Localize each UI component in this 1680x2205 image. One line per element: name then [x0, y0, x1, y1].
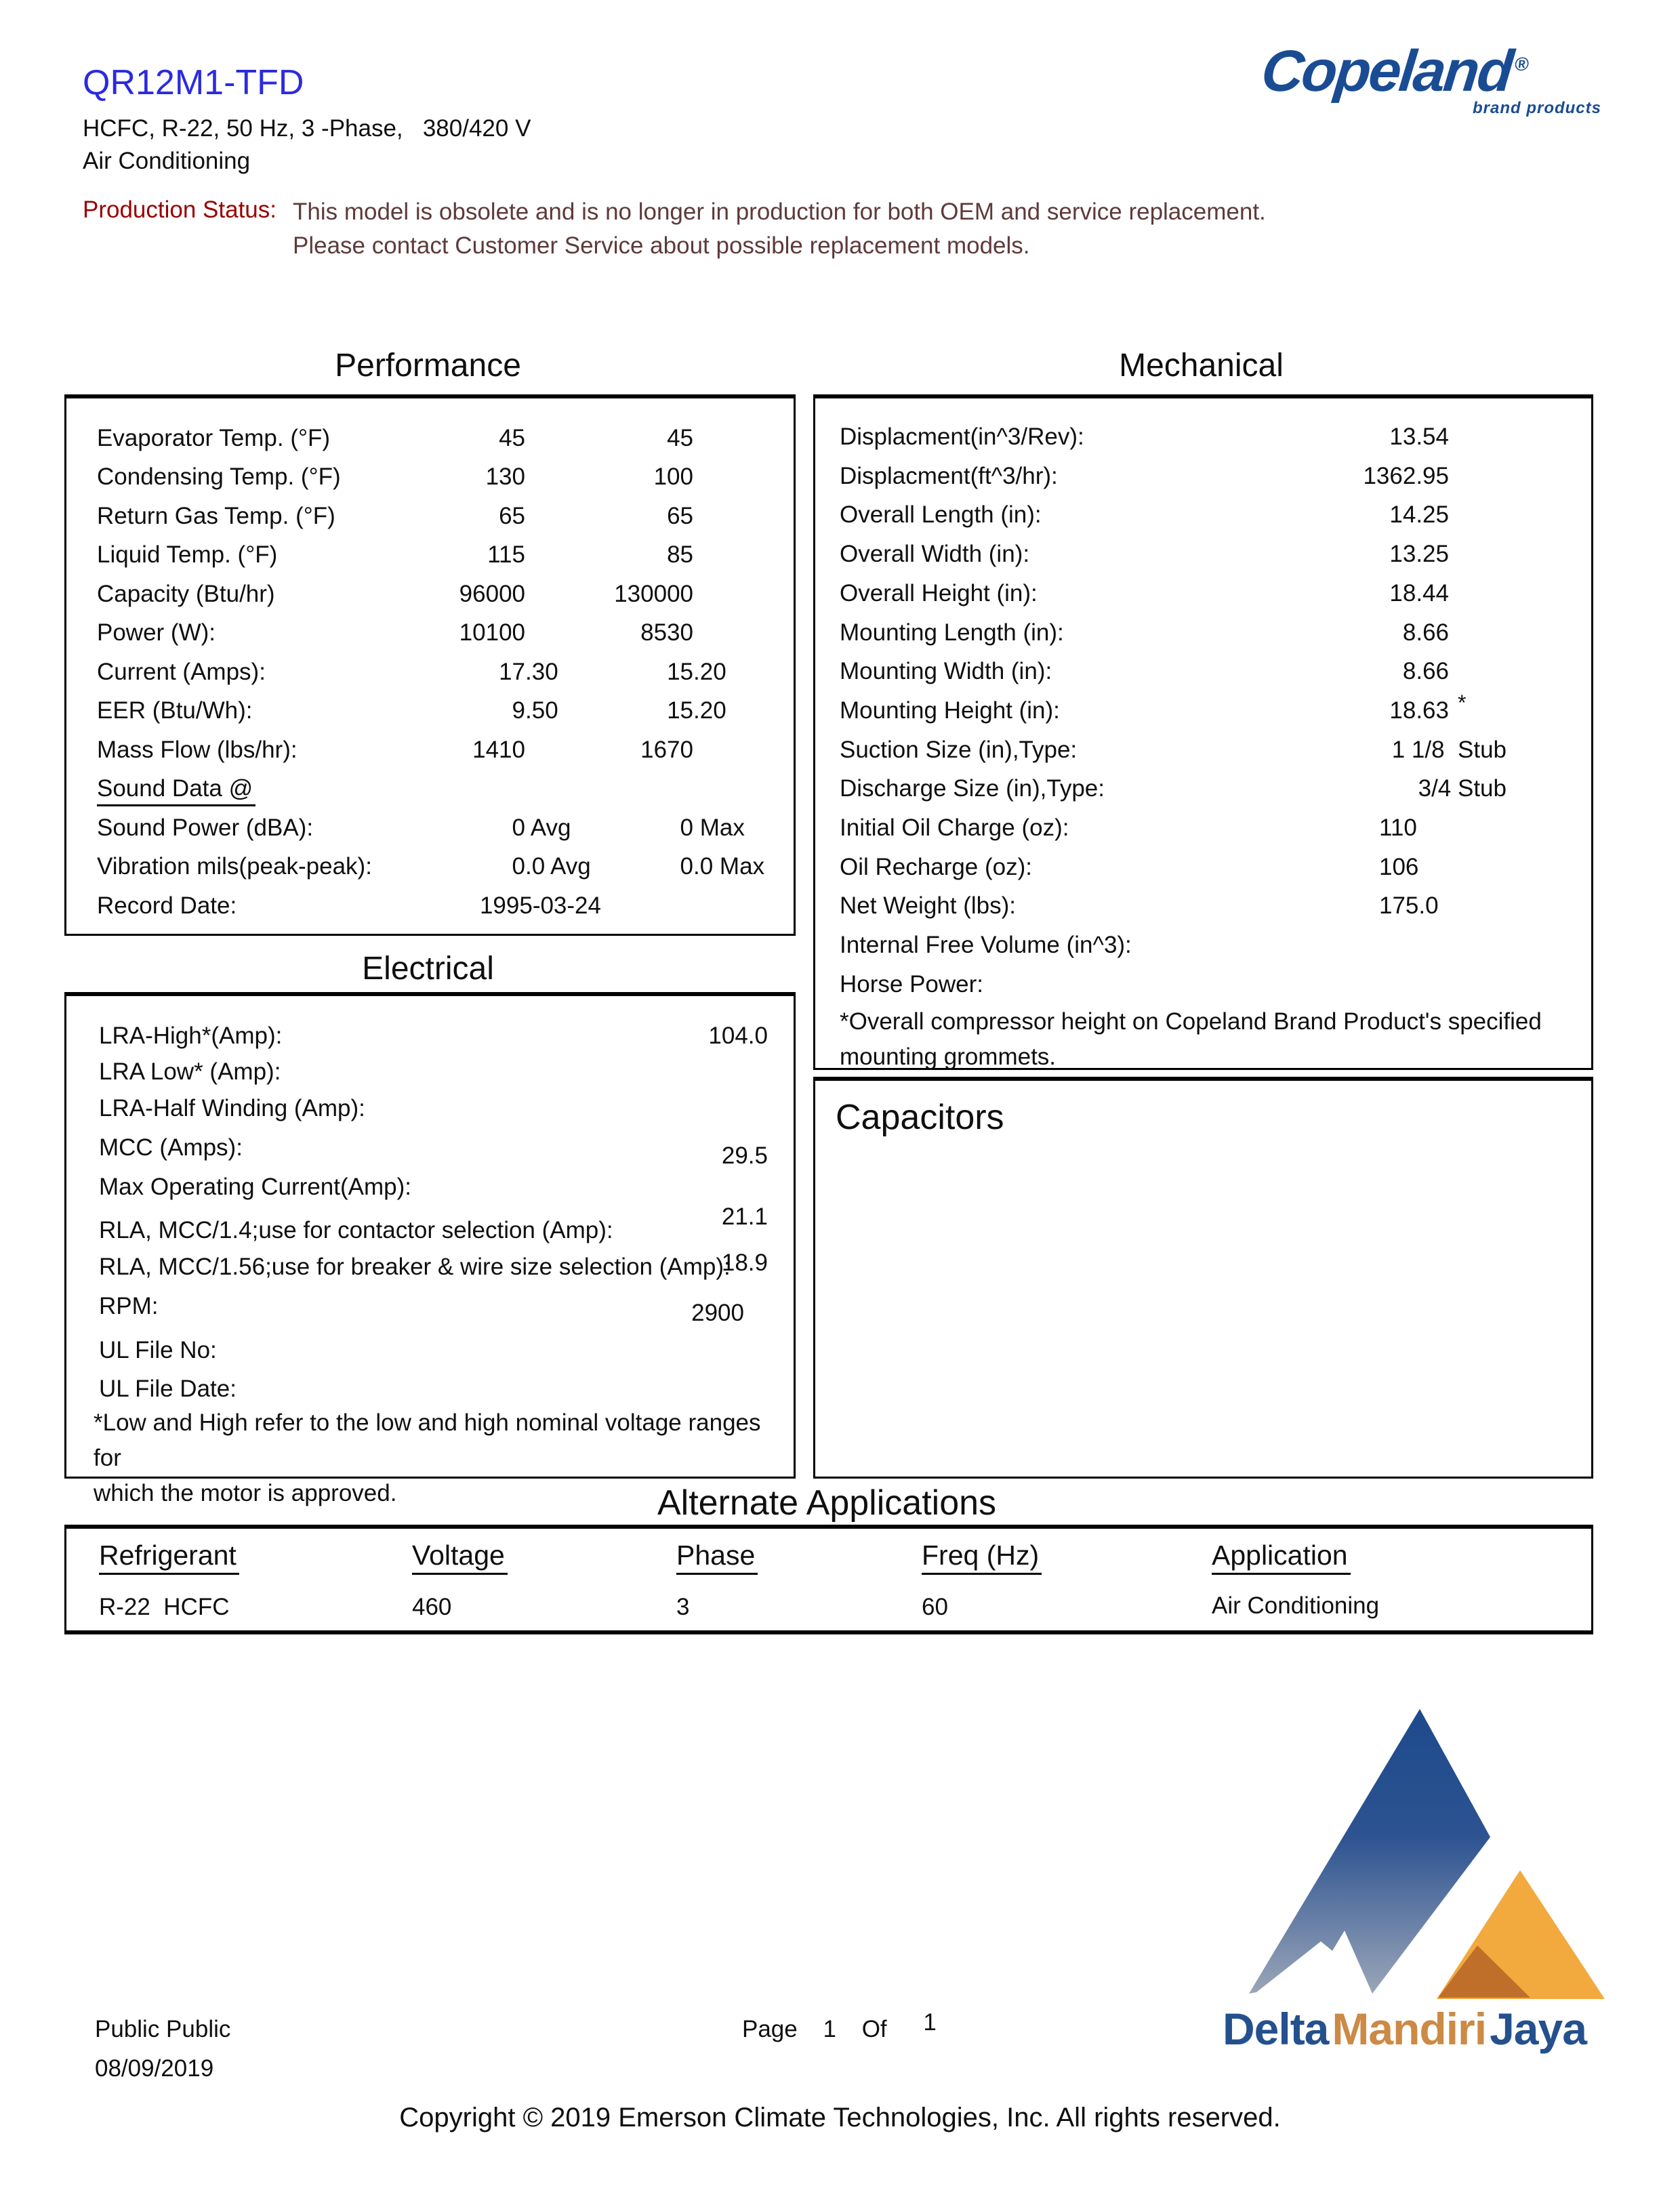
footnote-asterisk: *	[1458, 691, 1467, 715]
value-primary-suffix: .0 Avg	[525, 853, 591, 880]
table-row	[66, 815, 794, 844]
table-row	[66, 737, 794, 766]
table-row	[66, 659, 794, 688]
table-row	[66, 463, 794, 493]
table-row	[66, 1058, 794, 1088]
value-secondary: 45	[667, 425, 693, 451]
model-subtitle: HCFC, R-22, 50 Hz, 3 -Phase, 380/420 V	[83, 115, 531, 142]
row-label: Net Weight (lbs):	[840, 892, 1016, 919]
table-row	[815, 541, 1591, 571]
production-status-line1: This model is obsolete and is no longer in production for both OEM and service replacement.	[293, 199, 1266, 225]
value-secondary: 15	[667, 659, 693, 685]
row-label: LRA-High*(Amp):	[99, 1023, 283, 1049]
table-row	[66, 775, 794, 805]
row-label: Evaporator Temp. (°F)	[97, 425, 331, 451]
row-label: Mass Flow (lbs/hr):	[97, 737, 298, 763]
table-row	[815, 854, 1591, 884]
row-value: 104.0	[708, 1023, 768, 1049]
row-label: Power (W):	[97, 619, 216, 646]
row-label: LRA-Half Winding (Amp):	[99, 1095, 365, 1121]
row-label: Condensing Temp. (°F)	[97, 463, 341, 490]
electrical-box	[64, 992, 796, 1506]
value-secondary: 65	[667, 503, 693, 529]
table-row	[815, 691, 1591, 727]
column-header-text: Phase	[676, 1540, 758, 1575]
performance-box	[64, 394, 796, 936]
value-secondary-suffix: .0 Max	[693, 853, 765, 880]
table-row	[66, 503, 794, 533]
table-row	[66, 853, 794, 883]
row-value: 13.54	[1389, 424, 1449, 450]
page-current: 1	[823, 2016, 836, 2042]
row-label: Suction Size (in),Type:	[840, 737, 1078, 763]
row-value: 3/4 Stub	[1418, 775, 1507, 802]
row-label: LRA Low* (Amp):	[99, 1058, 281, 1085]
row-value: 21.1	[721, 1203, 768, 1230]
table-row	[815, 737, 1591, 766]
table-row	[815, 775, 1591, 805]
value-primary: 96000	[459, 581, 525, 607]
table-cell-phase: 3	[676, 1594, 690, 1620]
jaya-word: Jaya	[1490, 2004, 1586, 2054]
table-row	[815, 501, 1591, 531]
value-primary-suffix: .30	[525, 659, 558, 685]
table-row	[66, 1376, 794, 1405]
mechanical-footnote	[840, 1004, 1558, 1075]
row-label: Mounting Length (in):	[840, 619, 1064, 646]
row-label: UL File Date:	[99, 1376, 237, 1402]
row-label: Horse Power:	[840, 971, 984, 997]
row-label: MCC (Amps):	[99, 1134, 243, 1161]
table-row	[66, 425, 794, 455]
copeland-wordmark-text: Copeland	[1258, 39, 1515, 104]
copyright-text: Copyright © 2019 Emerson Climate Technologies, Inc. All rights reserved.	[399, 2103, 1281, 2132]
table-row	[66, 1203, 794, 1247]
row-label: Displacment(in^3/Rev):	[840, 424, 1084, 450]
page-total: 1	[923, 2009, 937, 2036]
row-label: Discharge Size (in),Type:	[840, 775, 1105, 802]
table-row	[815, 463, 1591, 493]
table-row	[66, 1174, 794, 1203]
production-status-text	[293, 195, 1266, 263]
table-row	[815, 971, 1591, 1001]
table-row	[815, 619, 1591, 649]
row-label: Vibration mils(peak-peak):	[97, 853, 372, 880]
capacitors-box	[813, 1077, 1593, 1479]
value-primary: 9	[512, 697, 525, 724]
publish-date: 08/09/2019	[95, 2055, 214, 2082]
row-value: 18.63	[1389, 697, 1449, 724]
row-value: 18.9	[721, 1250, 768, 1276]
page-word: Page	[742, 2016, 798, 2042]
value-primary: 130	[485, 463, 525, 490]
table-cell-freq: 60	[922, 1594, 948, 1620]
capacitors-title: Capacitors	[836, 1098, 1004, 1137]
copeland-tagline: brand products	[1472, 99, 1601, 117]
record-date-value: 1995-03-24	[479, 892, 601, 919]
value-primary: 17	[499, 659, 525, 685]
electrical-footnote-line1: *Low and High refer to the low and high nominal voltage ranges for	[94, 1409, 761, 1471]
row-value: 106	[1379, 854, 1419, 880]
row-label: Capacity (Btu/hr)	[97, 581, 275, 607]
copeland-wordmark	[1258, 39, 1607, 104]
row-label: EER (Btu/Wh):	[97, 697, 253, 724]
row-label: RLA, MCC/1.56;use for breaker & wire size selection (Amp):	[99, 1254, 731, 1280]
row-label: Internal Free Volume (in^3):	[840, 932, 1132, 958]
alternate-box	[64, 1525, 1593, 1634]
delta-mandiri-jaya-logo	[1220, 1693, 1620, 2079]
table-row	[815, 932, 1591, 962]
value-secondary: 100	[653, 463, 693, 490]
table-cell-refrigerant: R-22 HCFC	[99, 1594, 230, 1620]
table-row	[66, 619, 794, 649]
column-header-application	[1212, 1540, 1351, 1571]
table-row	[66, 1095, 794, 1125]
row-value: 1362.95	[1363, 463, 1449, 489]
table-row	[66, 1337, 794, 1367]
table-row	[815, 424, 1591, 453]
row-label: Sound Power (dBA):	[97, 815, 314, 841]
performance-title: Performance	[335, 348, 521, 384]
page-indicator	[742, 2009, 937, 2043]
table-row	[815, 892, 1591, 922]
value-primary: 10100	[459, 619, 525, 646]
application-line: Air Conditioning	[83, 148, 251, 174]
value-primary: 0	[512, 853, 525, 880]
column-header-phase	[676, 1540, 758, 1571]
table-row	[815, 580, 1591, 610]
column-header-text: Freq (Hz)	[922, 1540, 1042, 1575]
row-label: Overall Length (in):	[840, 501, 1042, 528]
row-label: RPM:	[99, 1293, 159, 1319]
row-value: 175.0	[1379, 892, 1439, 919]
table-row	[66, 581, 794, 611]
value-primary-suffix: .50	[525, 697, 558, 724]
row-label: Oil Recharge (oz):	[840, 854, 1032, 880]
value-secondary: 0	[680, 853, 693, 880]
table-row	[66, 541, 794, 571]
delta-word: Delta	[1223, 2004, 1329, 2054]
row-value: 8.66	[1402, 619, 1449, 646]
sound-data-heading: Sound Data @	[97, 775, 255, 806]
value-primary: 115	[487, 541, 525, 568]
copeland-logo	[1258, 39, 1604, 118]
table-row	[66, 1023, 794, 1052]
value-primary: 45	[499, 425, 525, 451]
row-label: Initial Oil Charge (oz):	[840, 815, 1069, 841]
mountain-graphic-icon	[1220, 1693, 1613, 2001]
value-secondary: 8530	[640, 619, 693, 646]
row-label: Current (Amps):	[97, 659, 266, 685]
value-secondary-suffix: .20	[693, 659, 726, 685]
table-cell-voltage: 460	[412, 1594, 452, 1620]
row-label: UL File No:	[99, 1337, 217, 1363]
row-label: Return Gas Temp. (°F)	[97, 503, 335, 529]
production-status-line2: Please contact Customer Service about possible replacement models.	[293, 232, 1030, 259]
row-value: 1 1/8 Stub	[1391, 737, 1507, 763]
table-cell-application: Air Conditioning	[1212, 1592, 1380, 1619]
value-secondary: 85	[667, 541, 693, 568]
row-label: Mounting Height (in):	[840, 697, 1060, 724]
alternate-title: Alternate Applications	[657, 1483, 997, 1523]
row-value: 2900	[691, 1300, 744, 1326]
table-row	[815, 815, 1591, 844]
value-secondary: 15	[667, 697, 693, 724]
value-primary-suffix: Avg	[525, 815, 571, 841]
row-value: 14.25	[1389, 501, 1449, 528]
row-value: 29.5	[721, 1142, 768, 1169]
table-row	[66, 1293, 794, 1326]
column-header-text: Application	[1212, 1540, 1351, 1575]
row-label: RLA, MCC/1.4;use for contactor selection (Amp):	[99, 1217, 613, 1243]
registered-trademark-icon: ®	[1513, 54, 1530, 75]
value-secondary: 1670	[640, 737, 693, 763]
row-label: Overall Width (in):	[840, 541, 1030, 567]
row-label: Overall Height (in):	[840, 580, 1038, 606]
row-label: Mounting Width (in):	[840, 658, 1052, 684]
value-primary: 1410	[472, 737, 525, 763]
row-value: 13.25	[1389, 541, 1449, 567]
column-header-text: Voltage	[412, 1540, 508, 1575]
row-value: 8.66	[1402, 658, 1449, 684]
table-row	[66, 697, 794, 727]
row-label: Record Date:	[97, 892, 237, 919]
mechanical-title: Mechanical	[1119, 348, 1284, 384]
column-header-refrigerant	[99, 1540, 239, 1571]
row-label: Displacment(ft^3/hr):	[840, 463, 1058, 489]
value-secondary: 0	[680, 815, 693, 841]
classification-text: Public Public	[95, 2016, 231, 2042]
production-status-label: Production Status:	[83, 197, 276, 223]
delta-logo-text	[1223, 2003, 1586, 2055]
table-row	[815, 658, 1591, 688]
column-header-voltage	[412, 1540, 508, 1571]
column-header-freq	[922, 1540, 1042, 1571]
column-header-text: Refrigerant	[99, 1540, 239, 1575]
value-secondary-suffix: Max	[693, 815, 745, 841]
table-row	[66, 1250, 794, 1283]
row-label: Max Operating Current(Amp):	[99, 1174, 411, 1200]
value-secondary-suffix: .20	[693, 697, 726, 724]
mechanical-footnote-line1: *Overall compressor height on Copeland Brand Product's specified	[840, 1008, 1542, 1035]
table-row	[66, 892, 794, 922]
value-primary: 65	[499, 503, 525, 529]
mechanical-box	[813, 394, 1593, 1070]
row-label: Liquid Temp. (°F)	[97, 541, 278, 568]
value-secondary: 130000	[614, 581, 693, 607]
table-row	[66, 1134, 794, 1169]
page-of-word: Of	[861, 2016, 887, 2042]
mandiri-word: Mandiri	[1332, 2004, 1487, 2054]
electrical-title: Electrical	[362, 951, 494, 987]
row-value: 18.44	[1389, 580, 1449, 606]
electrical-footnote-line2: which the motor is approved.	[94, 1480, 397, 1506]
value-primary: 0	[512, 815, 525, 841]
mechanical-footnote-line2: mounting grommets.	[840, 1044, 1057, 1070]
blue-mountain-shape	[1249, 1709, 1490, 1994]
page-title: QR12M1-TFD	[83, 63, 304, 102]
row-value: 110	[1379, 815, 1417, 841]
